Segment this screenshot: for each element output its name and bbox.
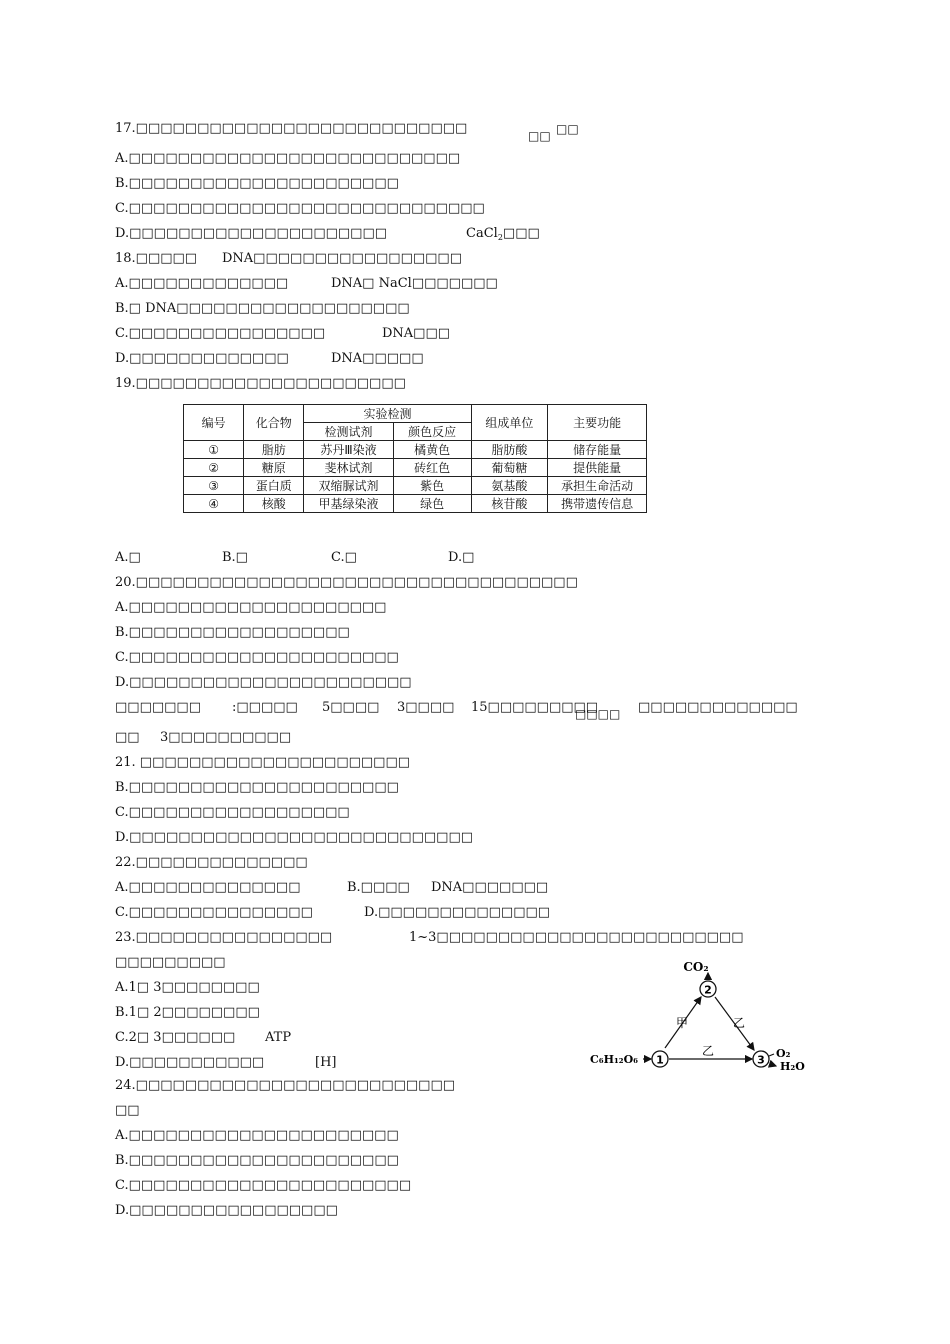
q19-option-b: B.□ [222,550,248,565]
cell: ① [184,441,244,459]
q21-stem: 21. □□□□□□□□□□□□□□□□□□□□□□ [115,755,411,770]
q22-option-a: A.□□□□□□□□□□□□□□ [115,880,301,895]
q17-option-d-formula [466,226,540,246]
section-part4: 3□□□□ [397,700,455,715]
cell: ③ [184,477,244,495]
table-row [184,495,647,513]
q22-option-c: C.□□□□□□□□□□□□□□□ [115,905,313,920]
q23-option-d: D.□□□□□□□□□□□ [115,1055,265,1070]
cell: 携带遗传信息 [548,495,647,513]
section-part7: □□□□□□□□□□□□□ [638,700,798,715]
q23-option-b: B.1□ 2□□□□□□□□ [115,1005,260,1020]
cell: 双缩脲试剂 [304,477,393,495]
q17-stem: 17.□□□□□□□□□□□□□□□□□□□□□□□□□□□ [115,121,468,136]
q18-option-c: C.□□□□□□□□□□□□□□□□ [115,326,326,341]
cell: 甲基绿染液 [304,495,393,513]
cell: 脂肪酸 [471,441,548,459]
q19-option-c: C.□ [331,550,357,565]
q18-option-c-cont: DNA□□□ [382,326,451,341]
q20-option-a: A.□□□□□□□□□□□□□□□□□□□□□ [115,600,387,615]
q24-stem-line2: □□ [115,1103,140,1118]
q23-option-d-h: [H] [315,1055,337,1070]
cell: 蛋白质 [244,477,304,495]
cell: 葡萄糖 [471,459,548,477]
o2-line [769,1054,774,1056]
q24-stem: 24.□□□□□□□□□□□□□□□□□□□□□□□□□□ [115,1078,456,1093]
q21-option-c: C.□□□□□□□□□□□□□□□□□□ [115,805,350,820]
th-reagent: 检测试剂 [304,423,393,441]
table-row [184,459,647,477]
yi-upper-label: 乙 [733,1016,746,1030]
section-line2-rest: 3□□□□□□□□□□ [160,730,292,745]
glucose-label: C₆H₁₂O₆ [590,1053,639,1066]
q18-stem: 18.□□□□□ [115,251,198,266]
q22-option-b: B.□□□□ [347,880,410,895]
q20-stem: 20.□□□□□□□□□□□□□□□□□□□□□□□□□□□□□□□□□□□□ [115,575,578,590]
q23-stem: 23.□□□□□□□□□□□□□□□□ [115,930,333,945]
q17-stem-end: □□ [556,122,579,136]
q19-table [183,404,647,513]
cell: 储存能量 [548,441,647,459]
cell: ② [184,459,244,477]
respiration-diagram [588,955,818,1080]
q23-stem-cont: 1~3□□□□□□□□□□□□□□□□□□□□□□□□□ [409,930,744,945]
section-part2: :□□□□□ [232,700,298,715]
cell: 氨基酸 [471,477,548,495]
cell: ④ [184,495,244,513]
th-color: 颜色反应 [393,423,471,441]
node-2-label: 2 [704,983,712,997]
q24-option-b: B.□□□□□□□□□□□□□□□□□□□□□□ [115,1153,399,1168]
yi-lower-label: 乙 [702,1044,715,1058]
q18-option-a: A.□□□□□□□□□□□□□ [115,276,289,291]
cell: 承担生命活动 [548,477,647,495]
node-1-label: 1 [656,1053,664,1067]
q22-stem: 22.□□□□□□□□□□□□□□ [115,855,308,870]
cell: 紫色 [393,477,471,495]
q21-option-d: D.□□□□□□□□□□□□□□□□□□□□□□□□□□□□ [115,830,474,845]
cell: 苏丹Ⅲ染液 [304,441,393,459]
q22-option-d: D.□□□□□□□□□□□□□□ [364,905,551,920]
jia-label: 甲 [676,1016,689,1030]
co2-label: CO₂ [683,960,709,974]
q23-stem-line2: □□□□□□□□□ [115,955,226,970]
cell: 核酸 [244,495,304,513]
h2o-label: H₂O [780,1060,805,1073]
q17-option-a: A.□□□□□□□□□□□□□□□□□□□□□□□□□□□ [115,151,461,166]
table-row [184,441,647,459]
q17-stem-mid: □□ [528,129,551,143]
cacl-suffix: □□□ [502,226,540,241]
cell: 砖红色 [393,459,471,477]
q19-option-a: A.□ [115,550,141,565]
q18-stem-cont: DNA□□□□□□□□□□□□□□□□□ [222,251,462,266]
cell: 脂肪 [244,441,304,459]
cell: 橘黄色 [393,441,471,459]
q20-option-b: B.□□□□□□□□□□□□□□□□□□ [115,625,350,640]
q23-option-c: C.2□ 3□□□□□□ [115,1030,236,1045]
node-3-label: 3 [757,1053,765,1067]
section-part3: 5□□□□ [322,700,380,715]
th-function: 主要功能 [548,405,647,441]
q22-option-b-cont: DNA□□□□□□□ [431,880,549,895]
q23-option-a: A.1□ 3□□□□□□□□ [115,980,260,995]
section-part1: □□□□□□□ [115,700,201,715]
section-part6: □□□□ [575,707,621,721]
q24-option-c: C.□□□□□□□□□□□□□□□□□□□□□□□ [115,1178,412,1193]
cacl-subscript: 2 [497,233,503,242]
th-number: 编号 [184,405,244,441]
o2-label: O₂ [776,1047,791,1060]
q20-option-d: D.□□□□□□□□□□□□□□□□□□□□□□□ [115,675,412,690]
th-unit: 组成单位 [471,405,548,441]
q18-option-d-cont: DNA□□□□□ [331,351,424,366]
section-part5: 15□□□□□□□□□ [471,700,599,715]
q20-option-c: C.□□□□□□□□□□□□□□□□□□□□□□ [115,650,399,665]
q17-option-c: C.□□□□□□□□□□□□□□□□□□□□□□□□□□□□□ [115,201,485,216]
th-experiment: 实验检测 [304,405,471,423]
q18-option-b: B.□ DNA□□□□□□□□□□□□□□□□□□□ [115,301,410,316]
q17-option-d: D.□□□□□□□□□□□□□□□□□□□□□ [115,226,388,241]
q21-option-b: B.□□□□□□□□□□□□□□□□□□□□□□ [115,780,399,795]
table-row [184,477,647,495]
cacl-text: CaCl [466,226,498,241]
q19-stem: 19.□□□□□□□□□□□□□□□□□□□□□□ [115,376,406,391]
cell: 核苷酸 [471,495,548,513]
cell: 斐林试剂 [304,459,393,477]
q24-option-d: D.□□□□□□□□□□□□□□□□□ [115,1203,338,1218]
q24-option-a: A.□□□□□□□□□□□□□□□□□□□□□□ [115,1128,399,1143]
th-compound: 化合物 [244,405,304,441]
q19-option-d: D.□ [448,550,475,565]
cell: 提供能量 [548,459,647,477]
section-line2-start: □□ [115,730,140,745]
cell: 糖原 [244,459,304,477]
q17-option-b: B.□□□□□□□□□□□□□□□□□□□□□□ [115,176,399,191]
cell: 绿色 [393,495,471,513]
q18-option-d: D.□□□□□□□□□□□□□ [115,351,289,366]
q18-option-a-cont: DNA□ NaCl□□□□□□□ [331,276,498,291]
q23-option-c-atp: ATP [265,1030,292,1045]
h2o-arrow [770,1064,776,1066]
